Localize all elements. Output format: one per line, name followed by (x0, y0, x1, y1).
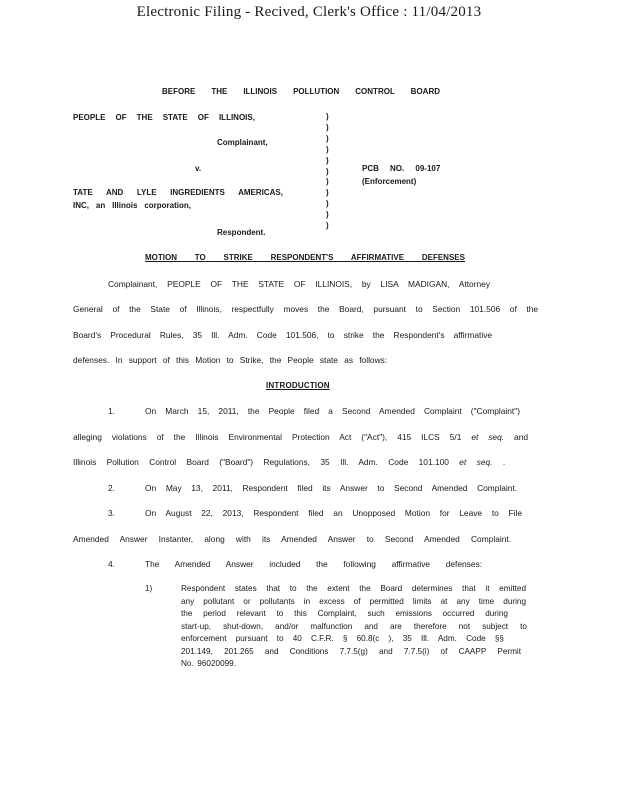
case-number (362, 164, 440, 173)
caption-word: ILLINOIS, (218, 113, 255, 122)
title-word: MOTION (145, 253, 177, 262)
title-word: STRIKE (223, 253, 253, 262)
heading-word: POLLUTION (293, 87, 340, 96)
heading-word: ILLINOIS (243, 87, 278, 96)
versus-label: v. (195, 164, 202, 173)
caption-word: corporation, (144, 201, 191, 210)
intro-line-2: General of the State of Illinois, respectfully moves the Board, pursuant to Section 101.506 of the (73, 304, 539, 314)
complainant-label: Complainant, (217, 138, 268, 147)
paragraph-1-line-3: Illinois Pollution Control Board ("Board") Regulations, 35 Ill. Adm. Code 101.100 et seq. . (73, 457, 506, 467)
paragraph-2-number: 2. (108, 483, 115, 493)
caption-word: TATE (73, 188, 93, 197)
title-word: AFFIRMATIVE (350, 253, 405, 262)
defense-1-line-7: No. 96020099. (181, 659, 236, 668)
caption-plaintiff (73, 113, 255, 122)
intro-line-4: defenses. In support of this Motion to Strike, the People state as follows: (73, 355, 388, 365)
title-word: DEFENSES (421, 253, 465, 262)
case-label: PCB (362, 164, 379, 173)
board-heading (162, 87, 440, 96)
heading-word: BEFORE (162, 87, 196, 96)
title-word: TO (194, 253, 206, 262)
intro-line-3: Board's Procedural Rules, 35 Ill. Adm. Code 101.506, to strike the Respondent's affirmative (73, 330, 493, 340)
heading-word: BOARD (410, 87, 441, 96)
defense-1-line-5: enforcement pursuant to 40 C.F.R. § 60.8(c ), 35 Ill. Adm. Code §§ (181, 634, 504, 643)
defense-1-line-4: start-up, shut-down, and/or malfunction and are therefore not subject to (181, 622, 527, 631)
paragraph-1-line-2: alleging violations of the Illinois Environmental Protection Act ("Act"), 415 ILCS 5/1 et seq. and (73, 432, 529, 442)
paragraph-1-number: 1. (108, 406, 115, 416)
caption-word: AND (105, 188, 124, 197)
caption-word: INC, (73, 201, 89, 210)
caption-word: PEOPLE (73, 113, 106, 122)
caption-word: OF (115, 113, 127, 122)
defense-1-number: 1) (145, 584, 153, 593)
heading-word: THE (211, 87, 228, 96)
caption-word: Illinois (112, 201, 138, 210)
heading-word: CONTROL (355, 87, 395, 96)
caption-word: an (95, 201, 106, 210)
defense-1-line-2: any pollutant or pollutants in excess of permitted limits at any time during (181, 597, 527, 606)
case-type: (Enforcement) (362, 177, 417, 186)
caption-parentheses: ) ) ) ) ) ) ) ) ) ) ) (326, 112, 329, 231)
caption-word: INGREDIENTS (170, 188, 225, 197)
section-heading-introduction: INTRODUCTION (266, 381, 330, 390)
paragraph-3-number: 3. (108, 508, 115, 518)
caption-word: AMERICAS, (238, 188, 283, 197)
title-word: RESPONDENT'S (270, 253, 334, 262)
paragraph-2-line-1: On May 13, 2011, Respondent filed its Answer to Second Amended Complaint. (145, 483, 518, 493)
defense-1-line-1: Respondent states that to the extent the Board determines that it emitted (181, 584, 527, 593)
filing-banner: Electronic Filing - Recived, Clerk's Office : 11/04/2013 (136, 4, 482, 20)
respondent-label: Respondent. (217, 228, 266, 237)
paragraph-4-line-1: The Amended Answer included the following affirmative defenses: (145, 559, 483, 569)
caption-word: OF (197, 113, 209, 122)
paragraph-4-number: 4. (108, 559, 115, 569)
intro-line-1: Complainant, PEOPLE OF THE STATE OF ILLINOIS, by LISA MADIGAN, Attorney (108, 279, 491, 289)
motion-title (145, 253, 465, 262)
paragraph-3-line-2: Amended Answer Instanter, along with its Amended Answer to Second Amended Complaint. (73, 534, 512, 544)
caption-word: LYLE (136, 188, 157, 197)
caption-word: THE (136, 113, 153, 122)
paragraph-1-line-1: On March 15, 2011, the People filed a Second Amended Complaint ("Complaint") (145, 406, 521, 416)
caption-defendant-line2 (73, 201, 191, 210)
defense-1-line-6: 201.149, 201.265 and Conditions 7.7.5(g) and 7.7.5(i) of CAAPP Permit (181, 647, 522, 656)
case-no-label: NO. (390, 164, 405, 173)
paragraph-3-line-1: On August 22, 2013, Respondent filed an Unopposed Motion for Leave to File (145, 508, 523, 518)
case-number-value: 09-107 (415, 164, 441, 173)
defense-1-line-3: the period relevant to this Complaint, such emissions occurred during (181, 609, 508, 618)
caption-word: STATE (162, 113, 188, 122)
caption-defendant-line1 (73, 188, 283, 197)
